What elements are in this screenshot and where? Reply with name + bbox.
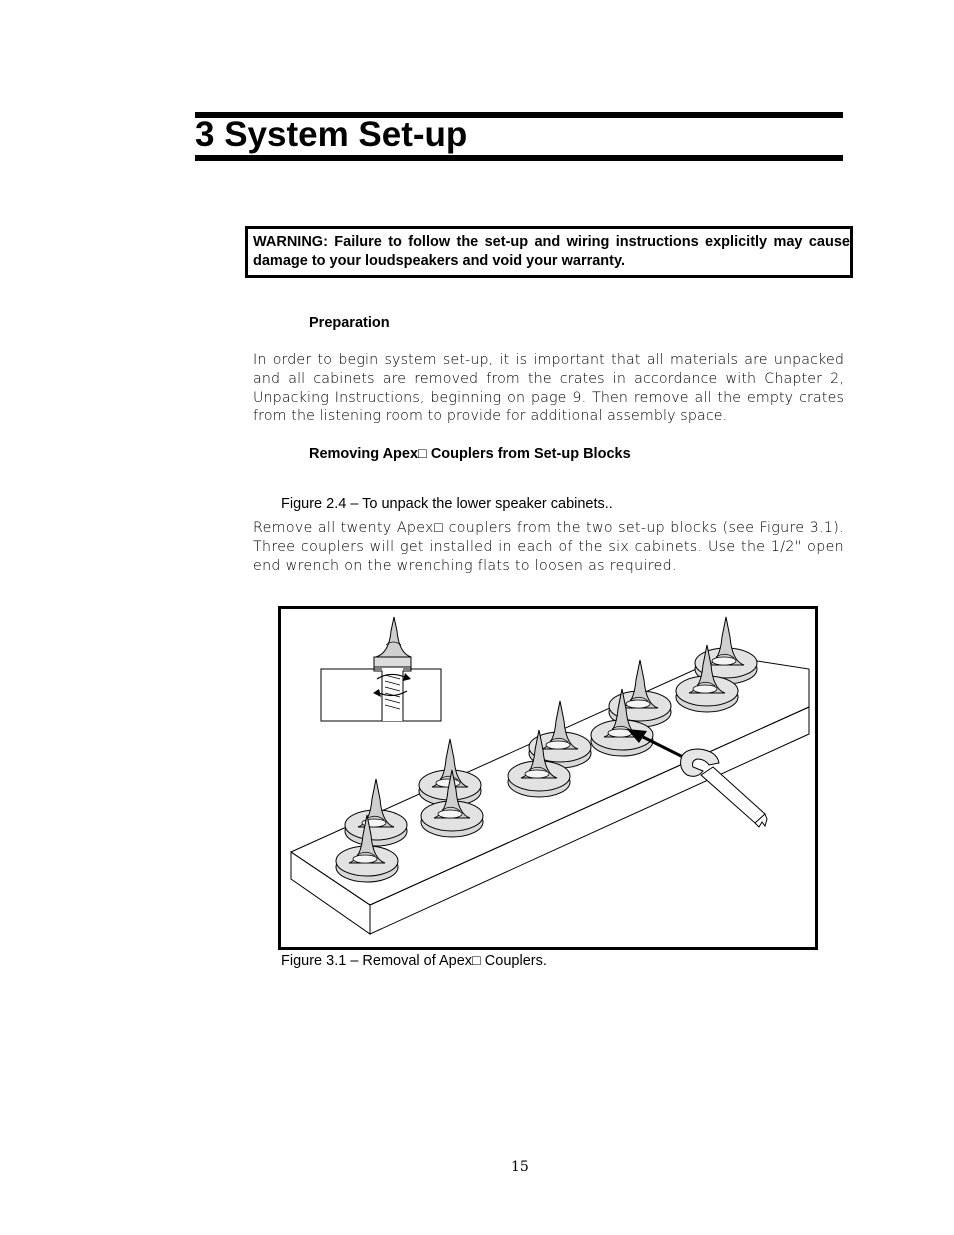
figure-2-4-caption: Figure 2.4 – To unpack the lower speaker cabinets..: [281, 496, 613, 512]
warning-box: WARNING: Failure to follow the set-up and wiring instructions explicitly may cause damage to your loudspeakers and void your warranty.: [245, 226, 853, 278]
preparation-paragraph: In order to begin system set-up, it is important that all materials are unpacked and all cabinets are removed from the crates in accordance with Chapter 2, Unpacking Instructions, beginning on page 9. Then remove all the empty crates from the listening room to provide for additional assembly space.: [253, 352, 844, 425]
set-up-block-drawing: [281, 609, 815, 947]
coupler-detail-inset: [321, 617, 441, 721]
removing-couplers-heading: Removing Apex□ Couplers from Set-up Blocks: [309, 446, 631, 462]
chapter-title: 3 System Set-up: [195, 115, 468, 154]
figure-3-1-caption: Figure 3.1 – Removal of Apex□ Couplers.: [281, 953, 547, 969]
page-number: 15: [511, 1159, 529, 1175]
figure-3-1-illustration: [278, 606, 818, 950]
removing-couplers-paragraph: Remove all twenty Apex□ couplers from the two set-up blocks (see Figure 3.1). Three couplers will get installed in each of the six cabinets. Use the 1/2" open end wrench on the wrenching flats to loosen as required.: [253, 520, 844, 574]
preparation-heading: Preparation: [309, 315, 390, 331]
chapter-rule-bottom: [195, 155, 843, 161]
